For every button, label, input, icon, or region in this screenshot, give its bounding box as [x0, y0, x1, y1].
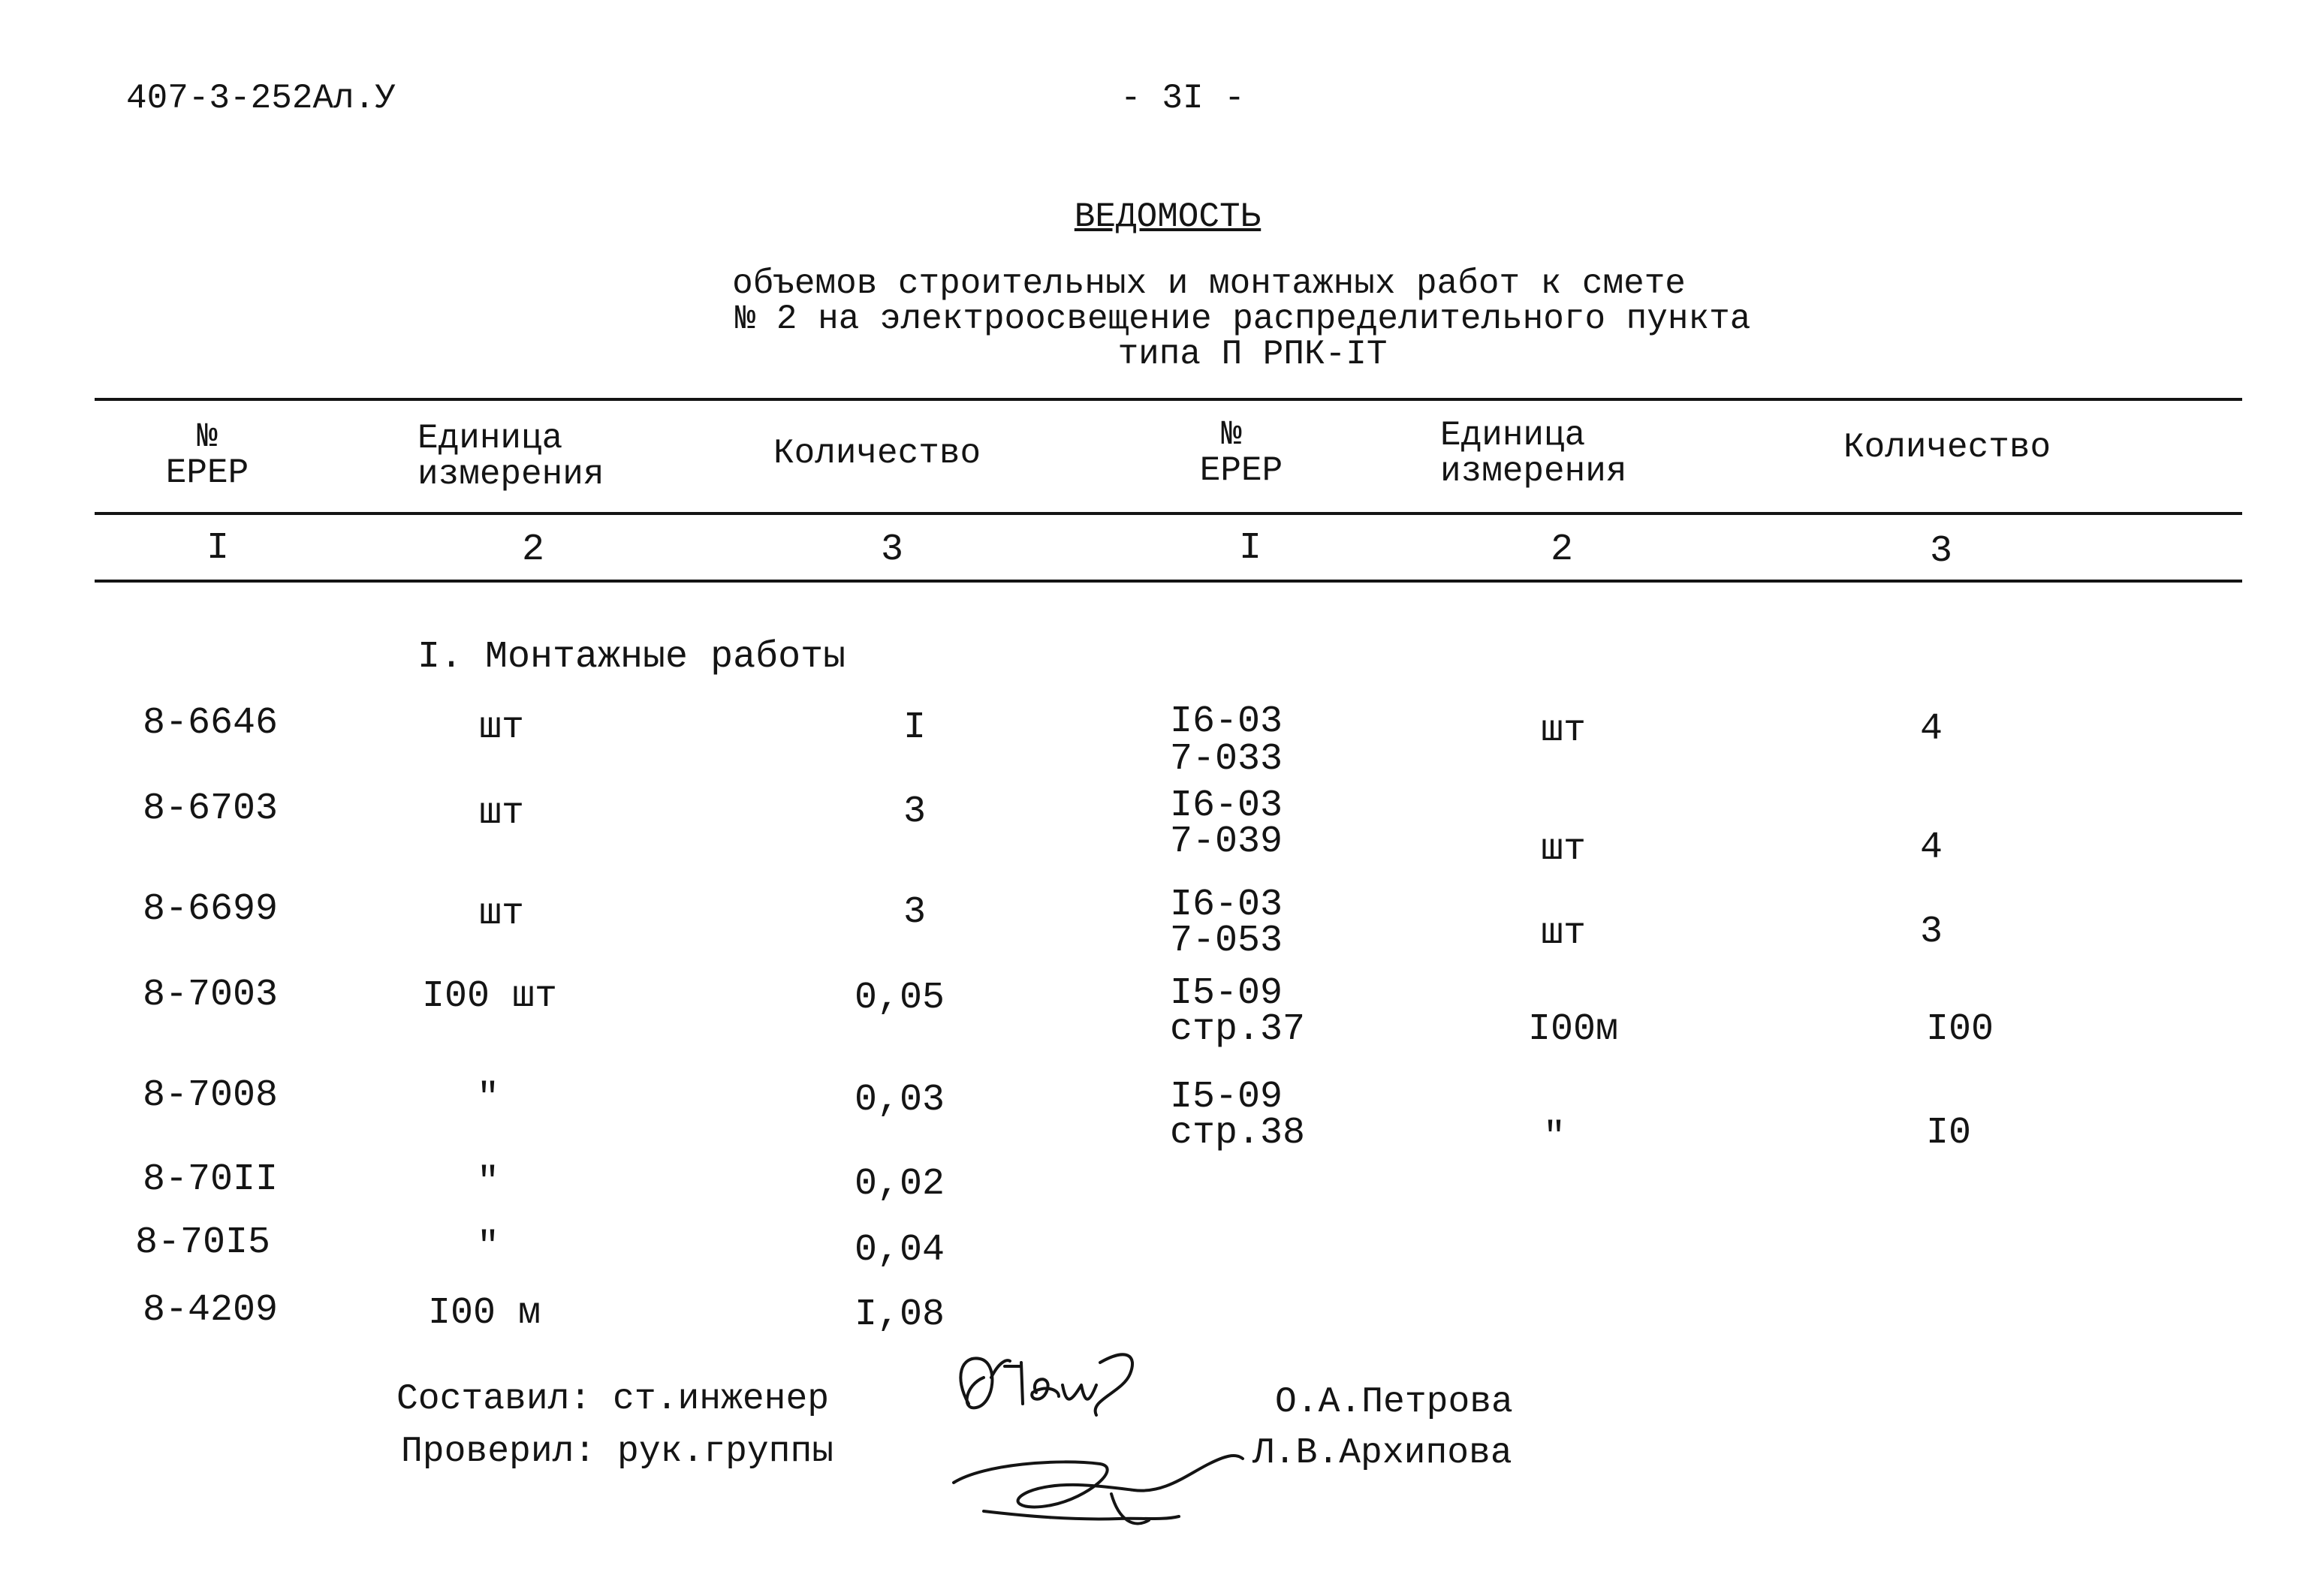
table-cell-quantity: 0,05 [854, 977, 945, 1019]
header-erer: ЕРЕР [165, 453, 249, 492]
table-cell-code: 7-033 [1170, 738, 1283, 781]
table-cell-code: 8-6699 [143, 888, 279, 931]
table-cell-code: I5-09 [1170, 972, 1283, 1015]
table-cell-code: 8-7003 [143, 974, 279, 1016]
table-cell-quantity: 0,03 [854, 1079, 945, 1122]
table-top-rule [95, 398, 2242, 401]
column-number: I [206, 527, 230, 570]
checked-by-label: Проверил: рук.группы [401, 1432, 834, 1472]
table-cell-unit: шт [1540, 709, 1587, 752]
header-unit-line-2: измерения [1440, 452, 1627, 491]
table-cell-unit: I00 шт [422, 975, 558, 1018]
table-cell-code: I6-03 [1170, 784, 1283, 827]
column-number: 3 [1929, 530, 1953, 573]
table-cell-quantity: I00 [1926, 1008, 1994, 1051]
compiled-by-name: О.А.Петрова [1275, 1382, 1513, 1423]
table-cell-code: стр.38 [1170, 1112, 1306, 1155]
header-quantity: Количество [1843, 428, 2051, 467]
column-number: 2 [1550, 528, 1574, 571]
table-cell-quantity: 3 [903, 891, 927, 934]
table-cell-code: 7-053 [1170, 920, 1283, 962]
handwritten-signatures [939, 1333, 1284, 1543]
table-cell-code: 7-039 [1170, 821, 1283, 863]
table-cell-unit: шт [478, 792, 525, 835]
table-cell-unit: шт [1540, 912, 1587, 955]
title-line-2: № 2 на электроосвещение распределительного пункта [734, 300, 1751, 339]
signature-arkhipova [954, 1456, 1243, 1523]
table-cell-unit: шт [478, 706, 525, 749]
checked-by-name: Л.В.Архипова [1252, 1433, 1512, 1474]
table-cell-quantity: I0 [1926, 1112, 1972, 1155]
table-cell-quantity: I [903, 706, 927, 749]
table-cell-quantity: 4 [1919, 827, 1943, 869]
table-cell-code: 8-70I5 [135, 1221, 271, 1264]
header-unit-line-1: Единица [1440, 416, 1586, 455]
table-cell-code: 8-4209 [143, 1289, 279, 1332]
table-cell-unit: " [1542, 1116, 1566, 1159]
table-cell-code: I5-09 [1170, 1076, 1283, 1119]
table-cell-unit: " [476, 1077, 500, 1120]
header-unit-line-2: измерения [417, 455, 604, 494]
page-number: - 3I - [1120, 79, 1245, 118]
header-unit-line-1: Единица [417, 419, 563, 458]
table-cell-quantity: 3 [1919, 911, 1943, 953]
title-line-1: объемов строительных и монтажных работ к смете [732, 264, 1686, 303]
section-title: I. Монтажные работы [417, 636, 846, 679]
table-cell-code: I6-03 [1170, 884, 1283, 926]
table-cell-unit: шт [478, 893, 525, 935]
table-cell-unit: I00 м [428, 1292, 541, 1335]
table-cell-code: стр.37 [1170, 1008, 1306, 1051]
table-cell-quantity: 4 [1919, 708, 1943, 751]
header-bottom-rule [95, 512, 2242, 515]
table-cell-unit: " [476, 1161, 500, 1204]
column-number: I [1238, 527, 1262, 570]
table-cell-code: 8-70II [143, 1158, 279, 1201]
table-cell-unit: " [476, 1226, 500, 1269]
table-cell-quantity: 0,04 [854, 1229, 945, 1272]
table-cell-quantity: 3 [903, 790, 927, 833]
table-cell-code: 8-6703 [143, 787, 279, 830]
header-number-symbol: № [1221, 415, 1242, 454]
table-cell-code: I6-03 [1170, 700, 1283, 743]
table-cell-code: 8-6646 [143, 702, 279, 745]
column-numbers-rule [95, 580, 2242, 583]
header-number-symbol: № [197, 417, 218, 456]
signature-petrova [960, 1354, 1132, 1415]
document-code: 407-3-252Ал.У [126, 79, 396, 118]
column-number: 3 [880, 528, 904, 571]
table-cell-quantity: 0,02 [854, 1163, 945, 1206]
document-title: ВЕДОМОСТЬ [1074, 197, 1262, 236]
table-cell-code: 8-7008 [143, 1074, 279, 1117]
header-erer: ЕРЕР [1199, 451, 1283, 490]
column-number: 2 [521, 528, 545, 571]
table-cell-unit: шт [1540, 828, 1587, 871]
table-cell-unit: I00м [1528, 1008, 1619, 1051]
title-line-3: типа П РПК-IТ [1117, 335, 1388, 374]
compiled-by-label: Составил: ст.инженер [396, 1379, 830, 1420]
table-cell-quantity: I,08 [854, 1293, 945, 1336]
header-quantity: Количество [773, 434, 981, 473]
